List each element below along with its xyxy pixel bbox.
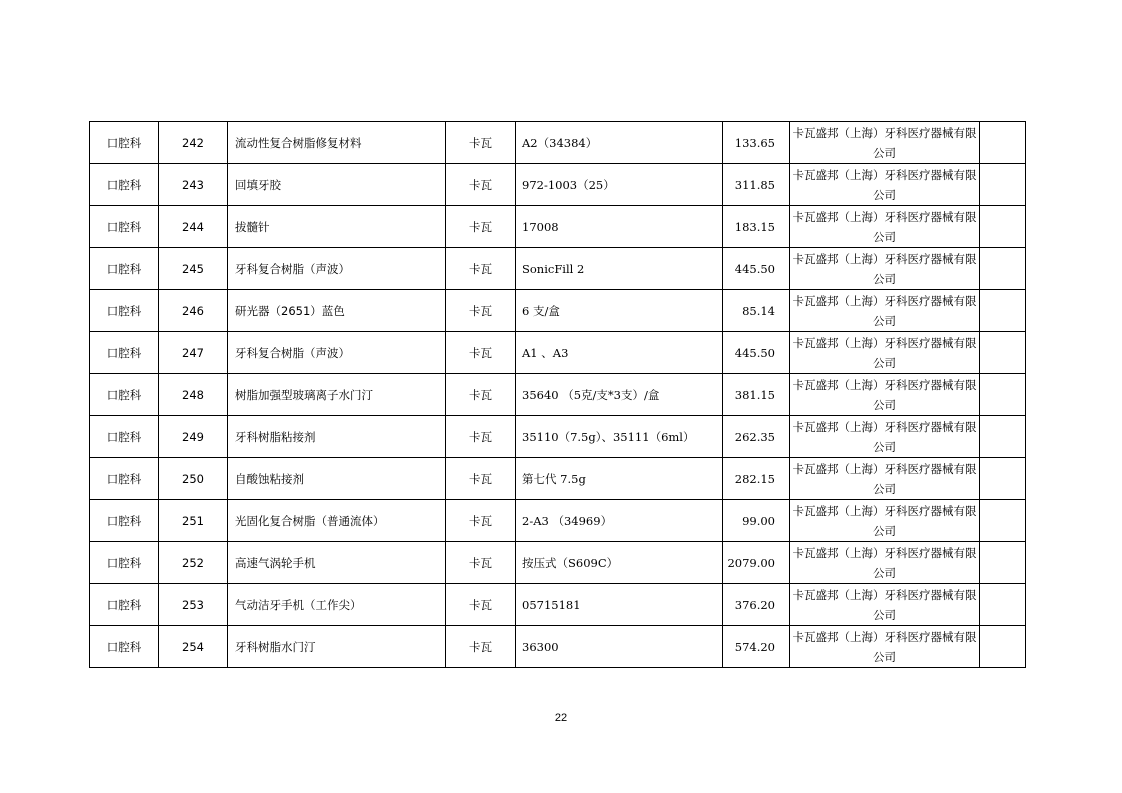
- department-cell: 口腔科: [90, 500, 159, 542]
- specification-cell: 第七代 7.5g: [516, 458, 723, 500]
- table-row: [90, 248, 1026, 290]
- supplier-cell: 卡瓦盛邦（上海）牙科医疗器械有限公司: [790, 416, 980, 458]
- item-number-cell: 250: [159, 458, 228, 500]
- item-number-cell: 245: [159, 248, 228, 290]
- supplier-cell: 卡瓦盛邦（上海）牙科医疗器械有限公司: [790, 290, 980, 332]
- product-name-cell: 树脂加强型玻璃离子水门汀: [228, 374, 446, 416]
- department-cell: 口腔科: [90, 416, 159, 458]
- supplier-cell: 卡瓦盛邦（上海）牙科医疗器械有限公司: [790, 332, 980, 374]
- specification-cell: 35640 （5克/支*3支）/盒: [516, 374, 723, 416]
- item-number-cell: 242: [159, 122, 228, 164]
- table-row: [90, 290, 1026, 332]
- table-row: [90, 206, 1026, 248]
- blank-cell: [980, 542, 1026, 584]
- page-number: 22: [554, 712, 568, 724]
- department-cell: 口腔科: [90, 584, 159, 626]
- blank-cell: [980, 332, 1026, 374]
- department-cell: 口腔科: [90, 290, 159, 332]
- table-body: [90, 122, 1026, 668]
- supplier-cell: 卡瓦盛邦（上海）牙科医疗器械有限公司: [790, 248, 980, 290]
- brand-cell: 卡瓦: [446, 206, 516, 248]
- price-cell: 574.20: [723, 626, 790, 668]
- department-cell: 口腔科: [90, 206, 159, 248]
- department-cell: 口腔科: [90, 164, 159, 206]
- department-cell: 口腔科: [90, 332, 159, 374]
- item-number-cell: 243: [159, 164, 228, 206]
- item-number-cell: 246: [159, 290, 228, 332]
- product-name-cell: 高速气涡轮手机: [228, 542, 446, 584]
- item-number-cell: 254: [159, 626, 228, 668]
- product-name-cell: 拔髓针: [228, 206, 446, 248]
- item-number-cell: 248: [159, 374, 228, 416]
- blank-cell: [980, 290, 1026, 332]
- product-name-cell: 气动洁牙手机（工作尖）: [228, 584, 446, 626]
- table-row: [90, 542, 1026, 584]
- price-cell: 445.50: [723, 332, 790, 374]
- supplier-cell: 卡瓦盛邦（上海）牙科医疗器械有限公司: [790, 374, 980, 416]
- brand-cell: 卡瓦: [446, 500, 516, 542]
- price-cell: 133.65: [723, 122, 790, 164]
- brand-cell: 卡瓦: [446, 584, 516, 626]
- supplier-cell: 卡瓦盛邦（上海）牙科医疗器械有限公司: [790, 122, 980, 164]
- specification-cell: A2（34384）: [516, 122, 723, 164]
- specification-cell: 972-1003（25）: [516, 164, 723, 206]
- price-cell: 381.15: [723, 374, 790, 416]
- table-row: [90, 374, 1026, 416]
- supplier-cell: 卡瓦盛邦（上海）牙科医疗器械有限公司: [790, 206, 980, 248]
- blank-cell: [980, 500, 1026, 542]
- brand-cell: 卡瓦: [446, 290, 516, 332]
- specification-cell: 2-A3 （34969）: [516, 500, 723, 542]
- blank-cell: [980, 626, 1026, 668]
- department-cell: 口腔科: [90, 122, 159, 164]
- item-number-cell: 249: [159, 416, 228, 458]
- item-number-cell: 244: [159, 206, 228, 248]
- brand-cell: 卡瓦: [446, 122, 516, 164]
- brand-cell: 卡瓦: [446, 332, 516, 374]
- supplier-cell: 卡瓦盛邦（上海）牙科医疗器械有限公司: [790, 500, 980, 542]
- supplier-cell: 卡瓦盛邦（上海）牙科医疗器械有限公司: [790, 584, 980, 626]
- table-row: [90, 458, 1026, 500]
- blank-cell: [980, 584, 1026, 626]
- product-name-cell: 流动性复合树脂修复材料: [228, 122, 446, 164]
- product-name-cell: 牙科树脂粘接剂: [228, 416, 446, 458]
- supplier-cell: 卡瓦盛邦（上海）牙科医疗器械有限公司: [790, 164, 980, 206]
- price-cell: 183.15: [723, 206, 790, 248]
- item-number-cell: 247: [159, 332, 228, 374]
- brand-cell: 卡瓦: [446, 374, 516, 416]
- product-name-cell: 回填牙胶: [228, 164, 446, 206]
- specification-cell: 17008: [516, 206, 723, 248]
- brand-cell: 卡瓦: [446, 416, 516, 458]
- price-cell: 282.15: [723, 458, 790, 500]
- blank-cell: [980, 374, 1026, 416]
- price-cell: 445.50: [723, 248, 790, 290]
- product-name-cell: 光固化复合树脂（普通流体）: [228, 500, 446, 542]
- price-cell: 376.20: [723, 584, 790, 626]
- blank-cell: [980, 164, 1026, 206]
- specification-cell: 6 支/盒: [516, 290, 723, 332]
- specification-cell: 按压式（S609C）: [516, 542, 723, 584]
- table-row: [90, 626, 1026, 668]
- table-row: [90, 332, 1026, 374]
- brand-cell: 卡瓦: [446, 626, 516, 668]
- specification-cell: SonicFill 2: [516, 248, 723, 290]
- item-number-cell: 253: [159, 584, 228, 626]
- price-cell: 99.00: [723, 500, 790, 542]
- brand-cell: 卡瓦: [446, 248, 516, 290]
- brand-cell: 卡瓦: [446, 458, 516, 500]
- department-cell: 口腔科: [90, 248, 159, 290]
- product-price-table: [89, 121, 1026, 668]
- specification-cell: 35110（7.5g）、35111（6ml）: [516, 416, 723, 458]
- blank-cell: [980, 416, 1026, 458]
- supplier-cell: 卡瓦盛邦（上海）牙科医疗器械有限公司: [790, 458, 980, 500]
- specification-cell: A1 、A3: [516, 332, 723, 374]
- price-cell: 311.85: [723, 164, 790, 206]
- table-row: [90, 416, 1026, 458]
- product-name-cell: 自酸蚀粘接剂: [228, 458, 446, 500]
- specification-cell: 36300: [516, 626, 723, 668]
- price-cell: 262.35: [723, 416, 790, 458]
- product-name-cell: 牙科复合树脂（声波）: [228, 248, 446, 290]
- department-cell: 口腔科: [90, 458, 159, 500]
- price-cell: 2079.00: [723, 542, 790, 584]
- item-number-cell: 251: [159, 500, 228, 542]
- table-row: [90, 164, 1026, 206]
- brand-cell: 卡瓦: [446, 164, 516, 206]
- blank-cell: [980, 248, 1026, 290]
- table-row: [90, 500, 1026, 542]
- item-number-cell: 252: [159, 542, 228, 584]
- specification-cell: 05715181: [516, 584, 723, 626]
- supplier-cell: 卡瓦盛邦（上海）牙科医疗器械有限公司: [790, 542, 980, 584]
- table-row: [90, 584, 1026, 626]
- department-cell: 口腔科: [90, 626, 159, 668]
- table-row: [90, 122, 1026, 164]
- brand-cell: 卡瓦: [446, 542, 516, 584]
- department-cell: 口腔科: [90, 542, 159, 584]
- product-name-cell: 牙科复合树脂（声波）: [228, 332, 446, 374]
- blank-cell: [980, 122, 1026, 164]
- blank-cell: [980, 206, 1026, 248]
- blank-cell: [980, 458, 1026, 500]
- department-cell: 口腔科: [90, 374, 159, 416]
- product-name-cell: 牙科树脂水门汀: [228, 626, 446, 668]
- supplier-cell: 卡瓦盛邦（上海）牙科医疗器械有限公司: [790, 626, 980, 668]
- price-cell: 85.14: [723, 290, 790, 332]
- product-name-cell: 研光器（2651）蓝色: [228, 290, 446, 332]
